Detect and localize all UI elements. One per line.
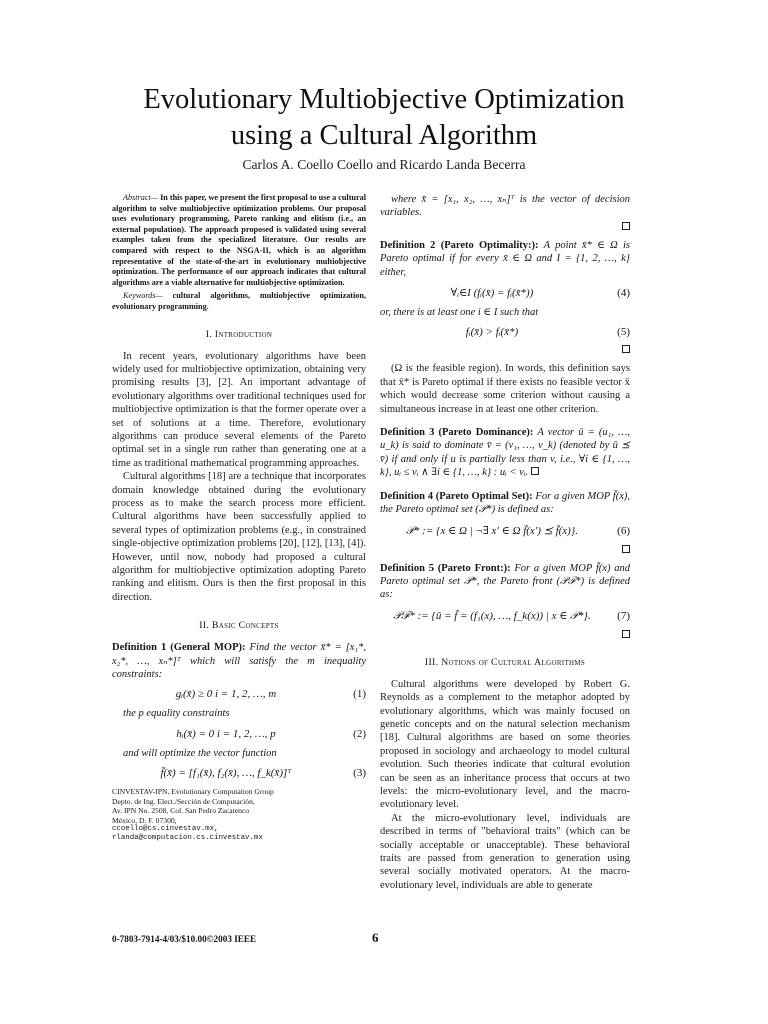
equation-4 bbox=[380, 286, 630, 299]
equation-2-number: (2) bbox=[353, 727, 366, 740]
intro-paragraph-2: Cultural algorithms [18] are a technique that incorporates domain knowledge obtained during the evolutionary process as to make the search process more efficient. Cultural algorithms have been successfully applied to several types of optimization problems (e.g., in constrained single-objective optimization problems [20], [12], [13], [4]). However, until now, nobody had proposed a cultural algorithm for multiobjective optimization adopting Pareto ranking and elitism. Ours is then the first proposal in this direction. bbox=[112, 471, 366, 603]
qed-mark bbox=[380, 345, 630, 356]
definition-5-text: For a given MOP f̄(x) and Pareto optimal set 𝒫*, the Pareto front (𝒫ℱ*) is defined as: bbox=[380, 562, 630, 601]
equality-constraints-text: the p equality constraints bbox=[123, 708, 230, 720]
right-column bbox=[380, 193, 630, 892]
at-least-one-text: or, there is at least one i ∈ I such that bbox=[380, 307, 539, 319]
cultural-paragraph-1: Cultural algorithms were developed by Robert G. Reynolds as a complement to the metaphor adopted by evolutionary algorithms, which was mainly focused on genetic concepts and on the natural selection mechanism [18]. Cultural algorithms are based on some theories proposed in sociology and archaeology to model cultural evolution. Such theories indicate that cultural evolution can be seen as an inheritance process that occurs at two levels: the micro-evolutionary level, and the macro-evolutionary level. bbox=[380, 678, 630, 811]
equation-2 bbox=[112, 728, 366, 740]
qed-mark bbox=[380, 545, 630, 556]
equation-6-math: 𝒫* := {x ∈ Ω | ¬∃ x′ ∈ Ω f̄(x′) ⪯ f̄(x)}. bbox=[406, 524, 578, 537]
equation-5 bbox=[380, 326, 630, 338]
definition-1 bbox=[112, 641, 366, 681]
definition-1-label: Definition 1 (General MOP): bbox=[112, 642, 246, 654]
equation-1-number: (1) bbox=[353, 688, 366, 701]
definition-3 bbox=[380, 426, 630, 480]
definition-5-label: Definition 5 (Pareto Front:): bbox=[380, 562, 511, 574]
keywords bbox=[112, 291, 366, 312]
email-1: ccoello@cs.cinvestav.mx, bbox=[112, 824, 219, 833]
equation-5-math: fᵢ(x̄) > fᵢ(x̄*) bbox=[465, 326, 519, 339]
section-heading-cultural-algorithms: III. Notions of Cultural Algorithms bbox=[424, 656, 586, 668]
keywords-label: Keywords— bbox=[123, 291, 163, 301]
definition-4 bbox=[380, 490, 630, 517]
definition-2 bbox=[380, 239, 630, 279]
equation-5-number: (5) bbox=[617, 326, 630, 339]
affiliation-line-3: Av. IPN No. 2508, Col. San Pedro Zacatenco bbox=[112, 806, 250, 816]
abstract-label: Abstract— bbox=[123, 193, 159, 202]
intro-paragraph-1: In recent years, evolutionary algorithms have been widely used for multiobjective optimization, obtaining very promising results [3], [2]. An important advantage of evolutionary algorithms over traditional techniques used for multiobjective optimization is that the former operate over a set of solutions at a time. Therefore, evolutionary algorithms can produce several elements of the Pareto optimal set in a single run rather than generating one at a time as traditional mathematical programming approaches. bbox=[112, 350, 366, 469]
equation-1 bbox=[112, 688, 366, 700]
page-number: 6 bbox=[372, 930, 379, 945]
section-heading-introduction: I. Introduction bbox=[205, 328, 273, 340]
definition-4-label: Definition 4 (Pareto Optimal Set): bbox=[380, 490, 533, 502]
equation-6 bbox=[380, 524, 630, 538]
feasible-region-paragraph: (Ω is the feasible region). In words, this definition says that x̄* is Pareto optimal if there exists no feasible vector x̄ which would decrease some criterion without causing a simultaneous increase in at least one other criterion. bbox=[380, 363, 630, 415]
equation-6-number: (6) bbox=[617, 524, 630, 537]
definition-4-text: For a given MOP f̄(x), the Pareto optimal set (𝒫*) is defined as: bbox=[380, 490, 630, 516]
definition-2-label: Definition 2 (Pareto Optimality:): bbox=[380, 239, 539, 251]
qed-box-icon bbox=[622, 630, 630, 638]
section-heading-basic-concepts: II. Basic Concepts bbox=[199, 620, 279, 632]
title-line-1: Evolutionary Multiobjective Optimization bbox=[143, 84, 625, 115]
qed-mark bbox=[380, 222, 630, 233]
equation-7-math: 𝒫ℱ* := {ū = f̄ = (f₁(x), …, f_k(x)) | x ∈ 𝒫*}. bbox=[393, 609, 591, 622]
equation-7-number: (7) bbox=[617, 609, 630, 622]
cultural-paragraph-2: At the micro-evolutionary level, individuals are described in terms of "behavioral traits" (which can be socially acceptable or unacceptable). These behavioral traits are passed from generation to generation using several socially motivated operators. At the macro-evolutionary level, individuals are able to generate bbox=[380, 812, 630, 891]
vector-function-text: and will optimize the vector function bbox=[123, 747, 277, 759]
decision-vector-text: where x̄ = [x₁, x₂, …, xₙ]ᵀ is the vector of decision variables. bbox=[380, 194, 630, 219]
qed-mark bbox=[380, 630, 630, 641]
affiliation-line-1: CINVESTAV-IPN, Evolutionary Computation Group bbox=[112, 787, 274, 797]
title-line-2: using a Cultural Algorithm bbox=[230, 120, 538, 151]
qed-box-icon bbox=[531, 467, 539, 475]
affiliation-line-2: Depto. de Ing. Elect./Sección de Computación, bbox=[112, 796, 255, 806]
qed-box-icon bbox=[622, 345, 630, 353]
author-list: Carlos A. Coello Coello and Ricardo Landa Becerra bbox=[242, 157, 526, 172]
definition-3-label: Definition 3 (Pareto Dominance): bbox=[380, 427, 534, 439]
definition-1-text: Find the vector x̄* = [x₁*, x₂*, …, xₙ*]ᵀ which will satisfy the m inequality constraints: bbox=[112, 642, 366, 681]
isbn-copyright: 0-7803-7914-4/03/$10.00©2003 IEEE bbox=[112, 934, 257, 944]
abstract bbox=[112, 193, 366, 288]
equation-4-math: ∀ᵢ∈I (fᵢ(x̄) = fᵢ(x̄*)) bbox=[450, 287, 534, 300]
affiliation-footnote bbox=[112, 787, 366, 843]
equation-3-number: (3) bbox=[353, 767, 366, 780]
definition-2-text: A point x̄* ∈ Ω is Pareto optimal if for every x̄ ∈ Ω and I = {1, 2, …, k} either, bbox=[380, 239, 630, 278]
equation-3 bbox=[112, 767, 366, 779]
email-2: rlanda@computacion.cs.cinvestav.mx bbox=[112, 834, 263, 843]
equation-7 bbox=[380, 609, 630, 623]
affiliation-line-4: México, D. F. 07300, bbox=[112, 815, 177, 825]
definition-3-text: A vector ū = (u₁, …, u_k) is said to dominate v̄ = (v₁, …, v_k) (denoted by ū ⪯ v̄) if and only if u is partially less than v, i.e., ∀i ∈ {1, …, k}, uᵢ ≤ vᵢ ∧ ∃i ∈ {1, …, k} : uᵢ < vᵢ. bbox=[380, 427, 630, 479]
equation-2-math: hᵢ(x̄) = 0 i = 1, 2, …, p bbox=[176, 727, 276, 740]
paper-title bbox=[100, 82, 668, 154]
keywords-text: cultural algorithms, multiobjective optimization, evolutionary programming. bbox=[112, 291, 366, 311]
equation-3-math: f̄(x̄) = [f₁(x̄), f₂(x̄), …, f_k(x̄)]ᵀ bbox=[160, 767, 292, 780]
qed-box-icon bbox=[622, 545, 630, 553]
qed-box-icon bbox=[622, 222, 630, 230]
equation-1-math: gᵢ(x̄) ≥ 0 i = 1, 2, …, m bbox=[175, 688, 277, 701]
definition-5 bbox=[380, 562, 630, 602]
left-column bbox=[112, 193, 366, 844]
abstract-text: In this paper, we present the first proposal to use a cultural algorithm to solve multiobjective optimization problems. Our proposal uses evolutionary programming, Pareto ranking and elitism (i.e., an external population). The approach proposed is validated using several examples taken from the specialized literature. Our results are compared with respect to the NSGA-II, which is an algorithm representative of the state-of-the-art in evolutionary multiobjective optimization. The performance of our approach indicates that cultural algorithms are a viable alternative for multiobjective optimization. bbox=[112, 193, 366, 287]
equation-4-number: (4) bbox=[617, 286, 630, 299]
